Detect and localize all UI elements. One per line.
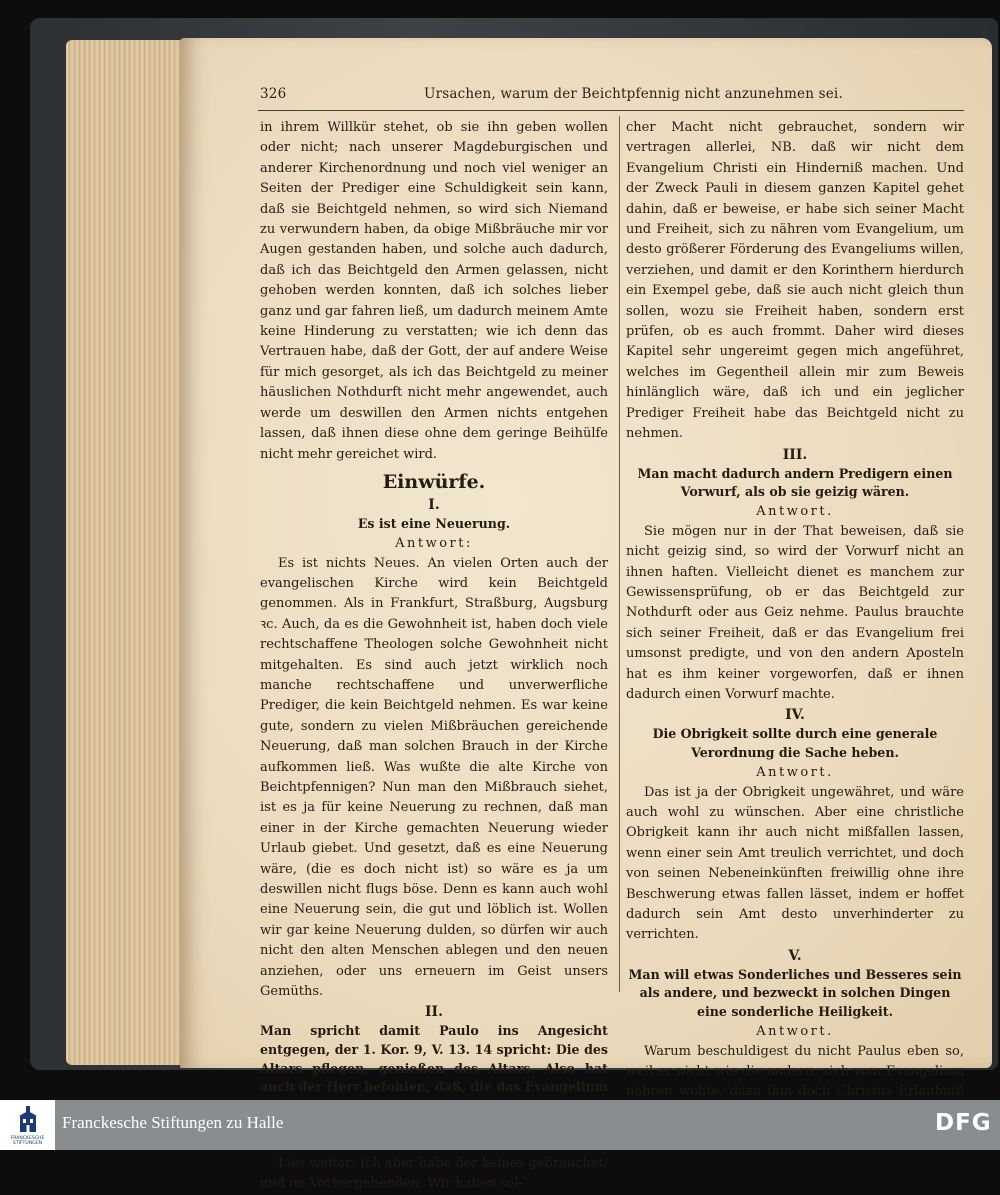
- footer-bar: [0, 1100, 1000, 1150]
- objection-number: V.: [788, 947, 802, 964]
- page-edges: [66, 40, 186, 1065]
- column-rule: [619, 116, 620, 992]
- paragraph: Warum beschuldigest du nicht Paulus eben so, weil er nicht wie die andern, sich vom Evangelium nähren wollte, dazu ihm doch Christus Erlaubniß: [626, 1043, 964, 1100]
- dfg-logo[interactable]: DFG: [935, 1110, 992, 1136]
- left-column: [260, 118, 608, 1195]
- header-rule: [258, 110, 964, 111]
- right-column: [626, 118, 964, 1144]
- answer-label: Antwort:: [395, 535, 473, 551]
- objection-title: Die Obrigkeit sollte durch eine generale Verordnung die Sache heben.: [652, 726, 938, 760]
- page-number: 326: [260, 86, 287, 102]
- section-heading: Einwürfe.: [382, 470, 486, 493]
- objection-number: I.: [428, 496, 440, 513]
- logo-caption: FRANCKESCHE STIFTUNGEN: [10, 1136, 45, 1146]
- objection-number: II.: [425, 1004, 443, 1021]
- answer-label: Antwort.: [756, 503, 834, 519]
- objection-title: Man will etwas Sonderliches und Besseres sein als andere, und bezweckt in solchen Dingen eine sonderliche Heiligkeit.: [628, 966, 962, 1019]
- paragraph: in ihrem Willkür stehet, ob sie ihn geben wollen oder nicht; nach unserer Magdeburgischen und anderer Kirchenordnung und noch viel weniger an Seiten der Prediger eine Schuldigkeit sein kann, daß sie Beichtgeld nehmen, so wird sich Niemand zu verwundern haben, da obige Mißbräuche mir vor Augen gestanden haben, und solche auch dadurch, daß ich das Beichtgeld den Armen gelassen, nicht gehoben werden konnten, daß ich solches lieber ganz und gar fahren ließ, um dadurch meinem Amte keine Hinderung zu verstatten; wie ich denn das Vertrauen habe, daß der Gott, der auf andere Weise für mich gesorget, als ich das Beichtgeld zu meiner häuslichen Nothdurft nicht mehr angewendet, auch werde um deswillen den Armen nichts entgehen lassen, daß ihnen diese ohne dem geringe Beihülfe nicht mehr gereichet wird.: [260, 120, 608, 462]
- objection-number: IV.: [785, 707, 805, 724]
- answer-label: Antwort.: [756, 764, 834, 780]
- objection-number: III.: [782, 446, 808, 463]
- paragraph: Lies weiter: Ich aber habe der keines gebrauchet; und im Vorhergehenden: Wir haben sol-: [260, 1156, 608, 1192]
- institution-logo[interactable]: [0, 1100, 55, 1150]
- objection-title: Man spricht damit Paulo ins Angesicht entgegen, der 1. Kor. 9, V. 13. 14 spricht: Die des Altars pflegen, genießen des Altars. Also hat auch der Herr befohlen, daß, die das Evangelium: [260, 1023, 608, 1095]
- objection-title: Es ist eine Neuerung.: [357, 515, 511, 531]
- objection-title: Man macht dadurch andern Predigern einen Vorwurf, als ob sie geizig wären.: [637, 465, 953, 500]
- paragraph: Sie mögen nur in der That beweisen, daß sie nicht geizig sind, so wird der Vorwurf nicht an ihnen haften. Vielleicht dienet es manchem zur Gewissensprüfung, ob er das Beichtgeld zur Nothdurft oder aus Geiz nehme. Paulus brauchte sich seiner Freiheit, daß er das Evangelium frei umsonst predigte, und von den andern Aposteln hat es ihm keiner vorgeworfen, daß er ihnen dadurch einen Vorwurf machte.: [626, 523, 964, 702]
- institution-name[interactable]: Franckesche Stiftungen zu Halle: [62, 1113, 284, 1132]
- answer-label: Antwort.: [756, 1023, 834, 1039]
- paragraph: Das ist ja der Obrigkeit ungewähret, und wäre auch wohl zu wünschen. Aber eine christliche Obrigkeit kann ihr auch nicht mißfallen lassen, wenn einer sein Amt treulich verrichtet, und doch von seinen Nebeneinkünften freiwillig ohne ihre Beschwerung etwas fallen lässet, indem er hoffet dadurch sein Amt desto unverhinderter zu verrichten.: [626, 784, 964, 943]
- orphanage-building-icon: [17, 1106, 39, 1134]
- paragraph: cher Macht nicht gebrauchet, sondern wir vertragen allerlei, NB. daß wir nicht dem Evangelium Christi ein Hinderniß machen. Und der Zweck Pauli in diesem ganzen Kapitel gehet dahin, daß er beweise, er habe sich seiner Macht und Freiheit, sich zu nähren vom Evangelium, um desto größerer Förderung des Evangeliums willen, verziehen, und damit er den Korinthern hierdurch ein Exempel gebe, daß sie auch nicht gleich thun sollen, wozu sie Freiheit haben, sondern erst prüfen, ob es auch frommt. Daher wird dieses Kapitel sehr ungereimt gegen mich angeführet, welches im Gegentheil allein mir zum Beweis hinlänglich wäre, daß ich und ein jeglicher Prediger Freiheit habe das Beichtgeld nicht zu nehmen.: [626, 120, 964, 442]
- running-title: Ursachen, warum der Beichtpfennig nicht anzunehmen sei.: [424, 86, 843, 102]
- paragraph: Es ist nichts Neues. An vielen Orten auch der evangelischen Kirche wird kein Beichtgeld genommen. Als in Frankfurt, Straßburg, Augsburg ꝛc. Auch, da es die Gewohnheit ist, haben doch viele rechtschaffene Theologen solche Gewohnheit nicht mitgehalten. Es sind auch jetzt wirklich noch manche rechtschaffene und unverwerfliche Prediger, die kein Beichtgeld nehmen. Es war keine gute, sondern zu vielen Mißbräuchen gereichende Neuerung, daß man solchen Brauch in der Kirche aufkommen ließ. Was wußte die alte Kirche von Beichtpfennigen? Nun man den Mißbrauch siehet, ist es ja für keine Neuerung zu rechnen, daß man einer in der Kirche gemachten Neuerung wieder Urlaub giebet. Und gesetzt, daß es eine Neuerung wäre, (die es doch nicht ist) so wäre es ja um deswillen nicht flugs böse. Denn es kann auch wohl eine Neuerung sein, die gut und löblich ist. Wollen wir gar keine Neuerung dulden, so dürfen wir auch nicht den alten Menschen ablegen und den neuen anziehen, oder uns erneuern im Geist unsers Gemüths.: [260, 555, 608, 1000]
